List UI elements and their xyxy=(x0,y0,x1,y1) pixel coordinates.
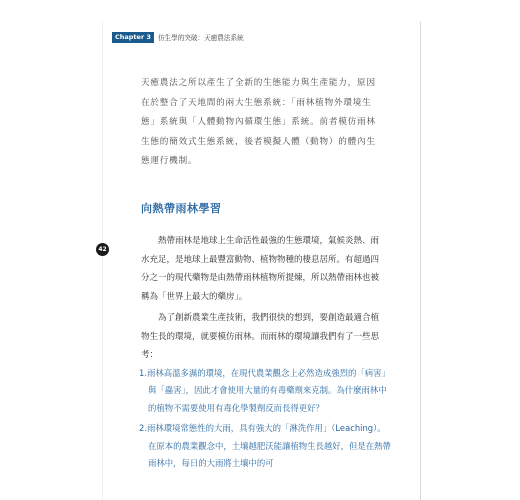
question-item-2: 2.雨林環境常態性的大雨，具有強大的「淋洗作用」（Leaching）。在原本的農業觀念中，土壤越肥沃能讓植物生長越好，但是在熱帶雨林中，每日的大雨將土壤中的可 xyxy=(139,423,391,469)
intro-paragraph: 天癒農法之所以產生了全新的生態能力與生產能力，原因在於整合了天地間的兩大生態系統：「雨林植物外環境生態」系統與「人體動物內循環生態」系統。前者模仿雨林生態的簡效式生態系統，後者模擬人體（動物）的體內生態運行機制。 xyxy=(141,78,376,166)
body-paragraph-2 xyxy=(141,309,387,365)
page-number-badge: 42 xyxy=(96,243,109,256)
running-header xyxy=(112,30,412,44)
book-page xyxy=(103,22,420,500)
body-paragraph-2-text: 為了創新農業生產技術，我們很快的想到，要創造最適合植物生長的環境，就要模仿雨林。而雨林的環境讓我們有了一些思考： xyxy=(141,313,380,361)
chapter-title: 仿生學的突破：天癒農法系統 xyxy=(157,34,244,42)
question-list xyxy=(139,365,391,475)
body-paragraph-1-text: 熱帶雨林是地球上生命活性最強的生態環境，氣候炎熱、雨水充足，是地球上最豐富動物、植物物種的棲息居所。有超過四分之一的現代藥物是由熱帶雨林植物所提煉，所以熱帶雨林也被稱為「世界上最大的藥房」。 xyxy=(141,236,380,302)
question-item-1: 1.雨林高溫多濕的環境，在現代農業觀念上必然造成強烈的「病害」與「蟲害」，因此才會使用大量的有毒藥劑來克制。為什麼雨林中的植物不需要使用有毒化學製劑反而長得更好？ xyxy=(139,368,390,413)
body-paragraph-1 xyxy=(141,232,387,306)
section-heading: 向熱帶雨林學習 xyxy=(141,202,222,215)
chapter-badge: Chapter 3 xyxy=(112,32,154,43)
